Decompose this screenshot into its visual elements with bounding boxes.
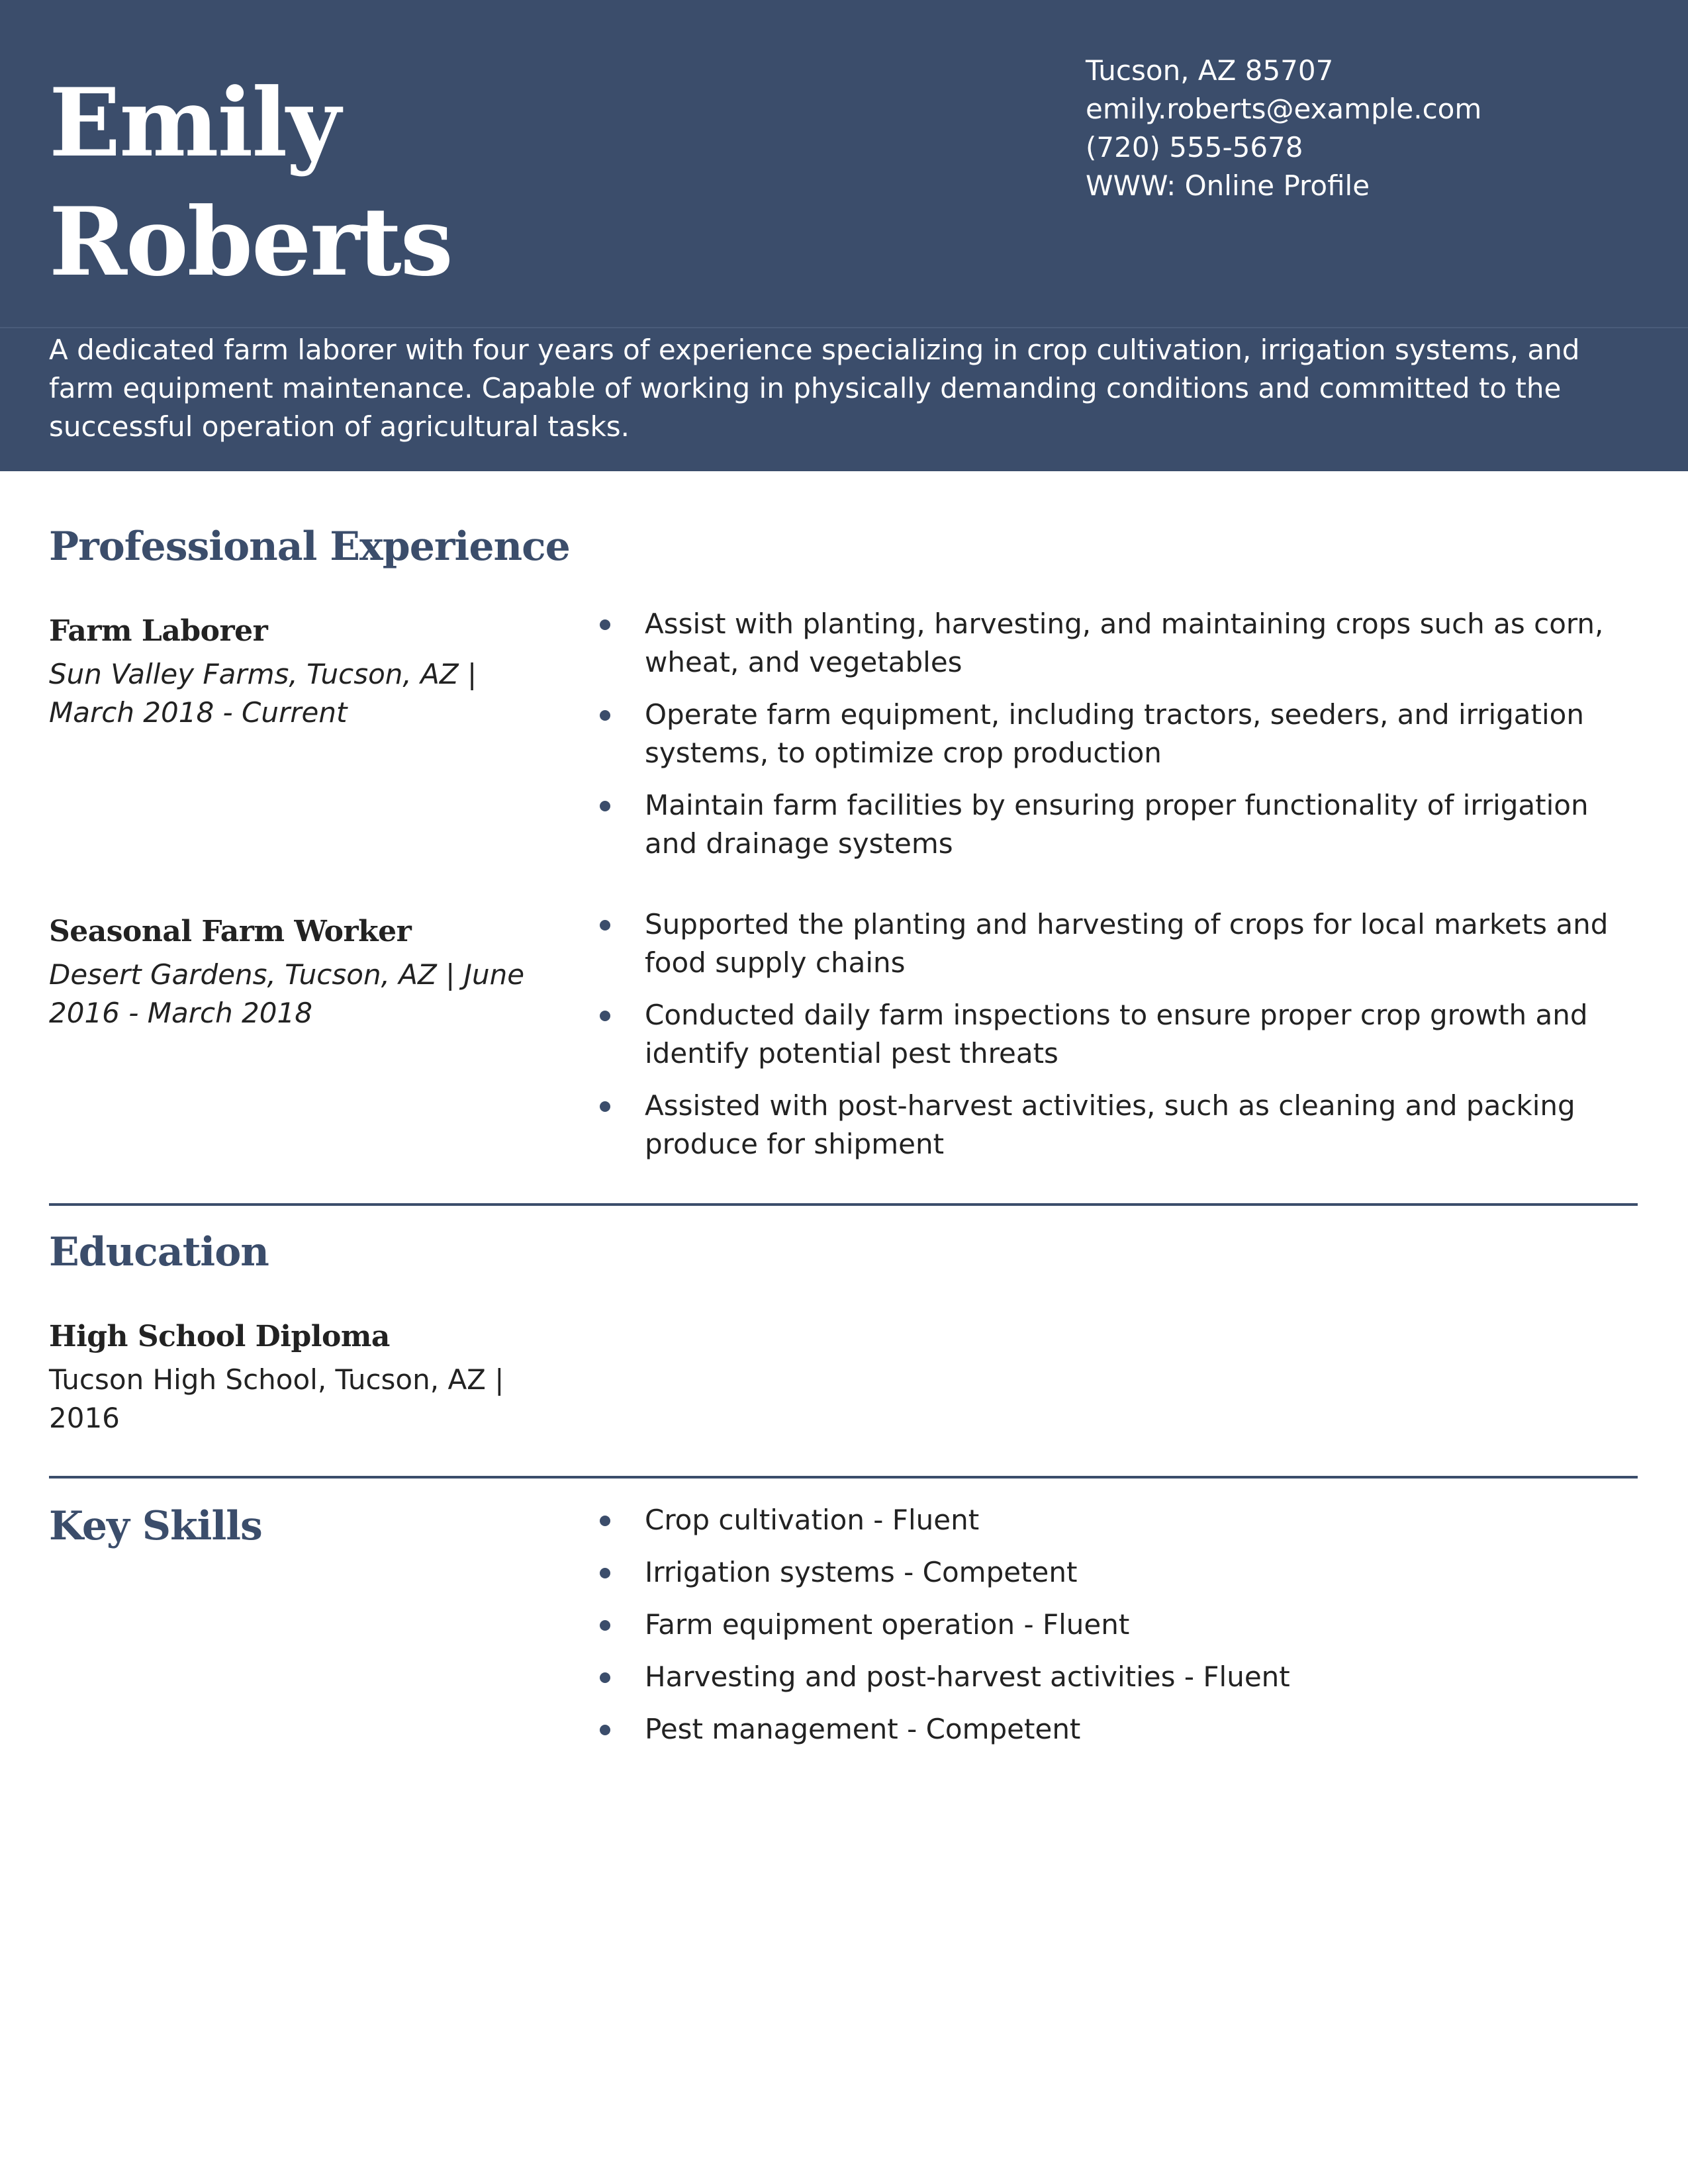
job-bullets (598, 905, 1638, 1177)
job-meta: Desert Gardens, Tucson, AZ | June 2016 - March 2018 (49, 958, 525, 1029)
contact-website[interactable]: WWW: Online Profile (1086, 169, 1370, 202)
first-name: Emily (49, 68, 340, 178)
skill-item: Farm equipment operation - Fluent (598, 1606, 1638, 1644)
experience-section-title: Professional Experience (49, 523, 570, 570)
contact-info (1086, 52, 1481, 205)
job-bullet: Conducted daily farm inspections to ensure proper crop growth and identify potential pest threats (598, 996, 1638, 1073)
contact-phone[interactable]: (720) 555-5678 (1086, 131, 1303, 163)
skills-list (598, 1501, 1638, 1762)
skill-item: Harvesting and post-harvest activities - Fluent (598, 1658, 1638, 1696)
professional-summary: A dedicated farm laborer with four years of experience specializing in crop cultivation, irrigation systems, and farm equipment maintenance. Capable of working in physically demanding conditions and committed to the successful operation of agricultural tasks. (49, 334, 1580, 443)
job-bullet: Assisted with post-harvest activities, such as cleaning and packing produce for shipment (598, 1087, 1638, 1163)
job-meta: Sun Valley Farms, Tucson, AZ | March 2018 - Current (49, 658, 477, 729)
skills-section-title: Key Skills (49, 1503, 262, 1549)
skill-item: Irrigation systems - Competent (598, 1553, 1638, 1592)
candidate-name (49, 64, 452, 302)
section-divider (49, 1203, 1638, 1206)
job-title: Farm Laborer (49, 614, 268, 648)
job-title: Seasonal Farm Worker (49, 915, 412, 948)
degree-title: High School Diploma (49, 1320, 390, 1353)
skill-item: Crop cultivation - Fluent (598, 1501, 1638, 1539)
resume-header (0, 0, 1688, 471)
job-bullet: Maintain farm facilities by ensuring proper functionality of irrigation and drainage systems (598, 786, 1638, 863)
last-name: Roberts (49, 187, 452, 297)
school-meta: Tucson High School, Tucson, AZ | 2016 (49, 1363, 504, 1434)
contact-email[interactable]: emily.roberts@example.com (1086, 93, 1482, 125)
contact-location: Tucson, AZ 85707 (1086, 54, 1334, 87)
job-bullets (598, 605, 1638, 877)
job-bullet: Assist with planting, harvesting, and maintaining crops such as corn, wheat, and vegetables (598, 605, 1638, 682)
skill-item: Pest management - Competent (598, 1710, 1638, 1749)
job-bullet: Operate farm equipment, including tractors, seeders, and irrigation systems, to optimize crop production (598, 696, 1638, 772)
section-divider (49, 1476, 1638, 1479)
job-bullet: Supported the planting and harvesting of crops for local markets and food supply chains (598, 905, 1638, 982)
header-divider (0, 327, 1688, 328)
education-section-title: Education (49, 1229, 269, 1275)
